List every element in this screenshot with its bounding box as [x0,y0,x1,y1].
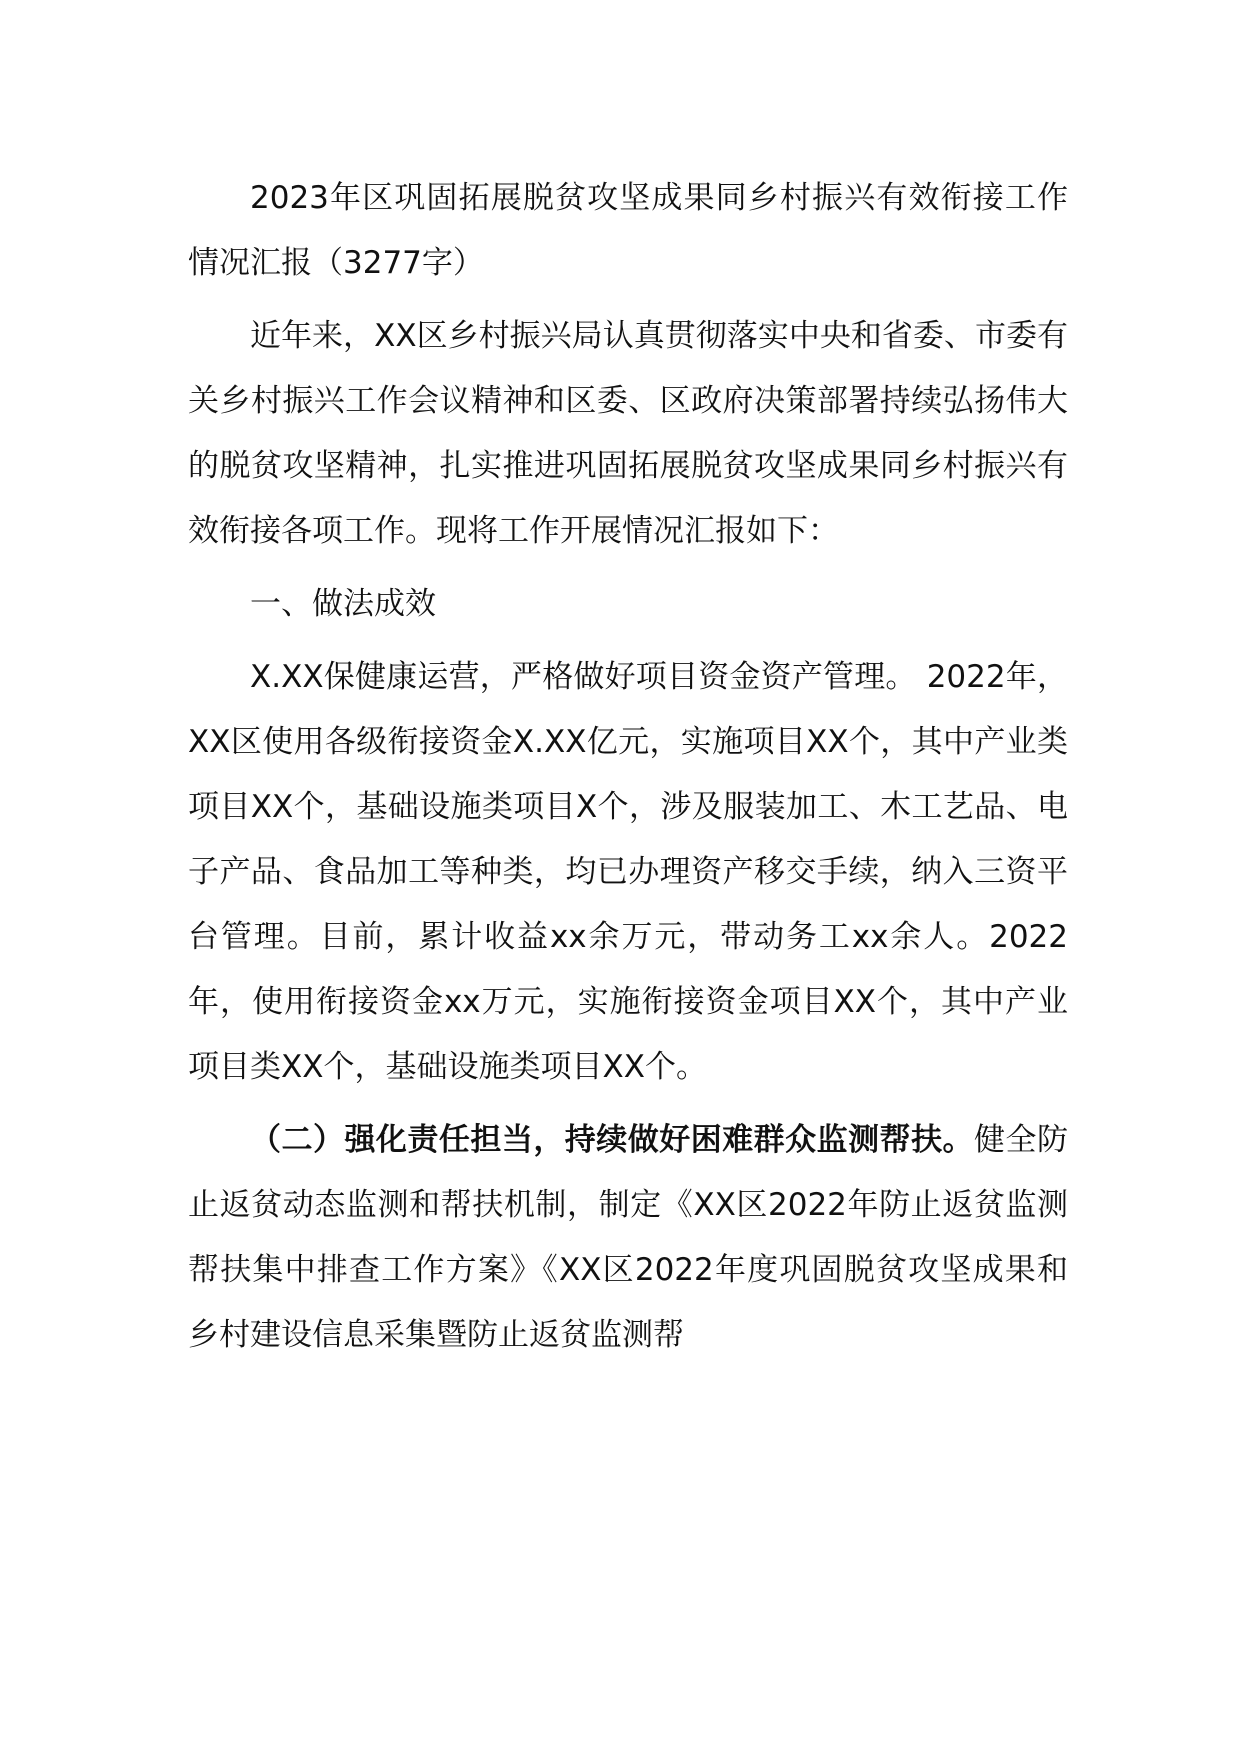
body-paragraph: X.XX保健康运营，严格做好项目资金资产管理。 2022年，XX区使用各级衔接资金X.XX亿元，实施项目XX个，其中产业类项目XX个，基础设施类项目X个，涉及服装加工、木工艺品、电子产品、食品加工等种类，均已办理资产移交手续，纳入三资平台管理。目前，累计收益xx余万元，带动务工xx余人。2022年，使用衔接资金xx万元，实施衔接资金项目XX个，其中产业项目类XX个，基础设施类项目XX个。 [188,659,1068,1085]
intro-paragraph: 近年来，XX区乡村振兴局认真贯彻落实中央和省委、市委有关乡村振兴工作会议精神和区委、区政府决策部署持续弘扬伟大的脱贫攻坚精神，扎实推进巩固拓展脱贫攻坚成果同乡村振兴有效衔接各项工作。现将工作开展情况汇报如下： [188,318,1068,549]
document-body [188,166,1068,1368]
section-heading: 一、做法成效 [250,586,436,622]
subsection-heading: （二）强化责任担当，持续做好困难群众监测帮扶。 [250,1122,975,1158]
paragraph-text: 健全防止返贫动态监测和帮扶机制，制定《XX区2022年防止返贫监测帮扶集中排查工作方案》《XX区2022年度巩固脱贫攻坚成果和乡村建设信息采集暨防止返贫监测帮 [188,1122,1069,1353]
document-title: 2023年区巩固拓展脱贫攻坚成果同乡村振兴有效衔接工作情况汇报（3277字） [188,180,1068,281]
body-paragraph [188,1108,1068,1368]
